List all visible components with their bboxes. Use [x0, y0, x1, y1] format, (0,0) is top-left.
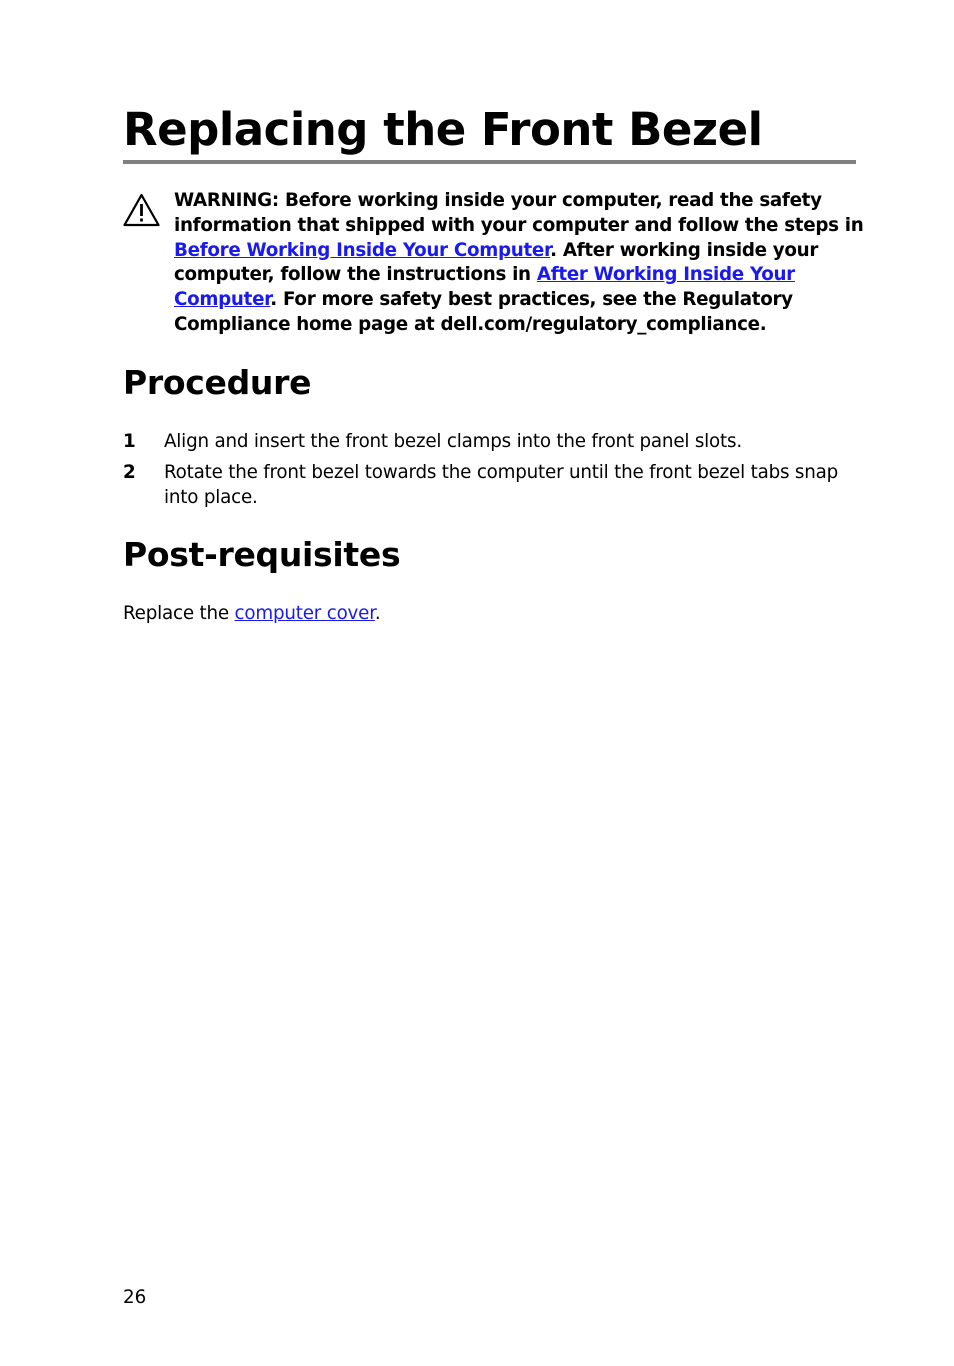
page-number: 26 [123, 1287, 147, 1308]
post-requisites-text [123, 601, 381, 626]
post-requisites-heading: Post-requisites [123, 535, 401, 574]
after-working-inside-link[interactable]: After Working Inside Your Computer [174, 264, 795, 311]
post-requisites-text-before: Replace the [123, 603, 235, 624]
page-title: Replacing the Front Bezel [123, 103, 763, 156]
step-text: Rotate the front bezel towards the computer until the front bezel tabs snap into place. [164, 462, 839, 508]
procedure-steps [123, 429, 856, 516]
procedure-step [123, 429, 856, 454]
warning-triangle-icon [123, 193, 160, 227]
warning-text-part-2: . After working inside your computer, follow the instructions in [174, 239, 819, 286]
warning-text [174, 189, 864, 338]
step-text: Align and insert the front bezel clamps into the front panel slots. [164, 431, 742, 452]
warning-text-part-3: . For more safety best practices, see the Regulatory Compliance home page at dell.com/regulatory_compliance. [174, 289, 793, 335]
computer-cover-link[interactable]: computer cover [234, 603, 375, 624]
post-requisites-text-after: . [374, 603, 381, 624]
title-rule [123, 160, 856, 164]
warning-text-part-1: WARNING: Before working inside your computer, read the safety information that shipped with your computer and follow the steps in [174, 190, 864, 236]
step-number: 1 [123, 431, 136, 452]
procedure-heading: Procedure [123, 363, 312, 402]
step-number: 2 [123, 462, 136, 483]
before-working-inside-link[interactable]: Before Working Inside Your Computer [174, 239, 551, 261]
procedure-step [123, 460, 856, 510]
